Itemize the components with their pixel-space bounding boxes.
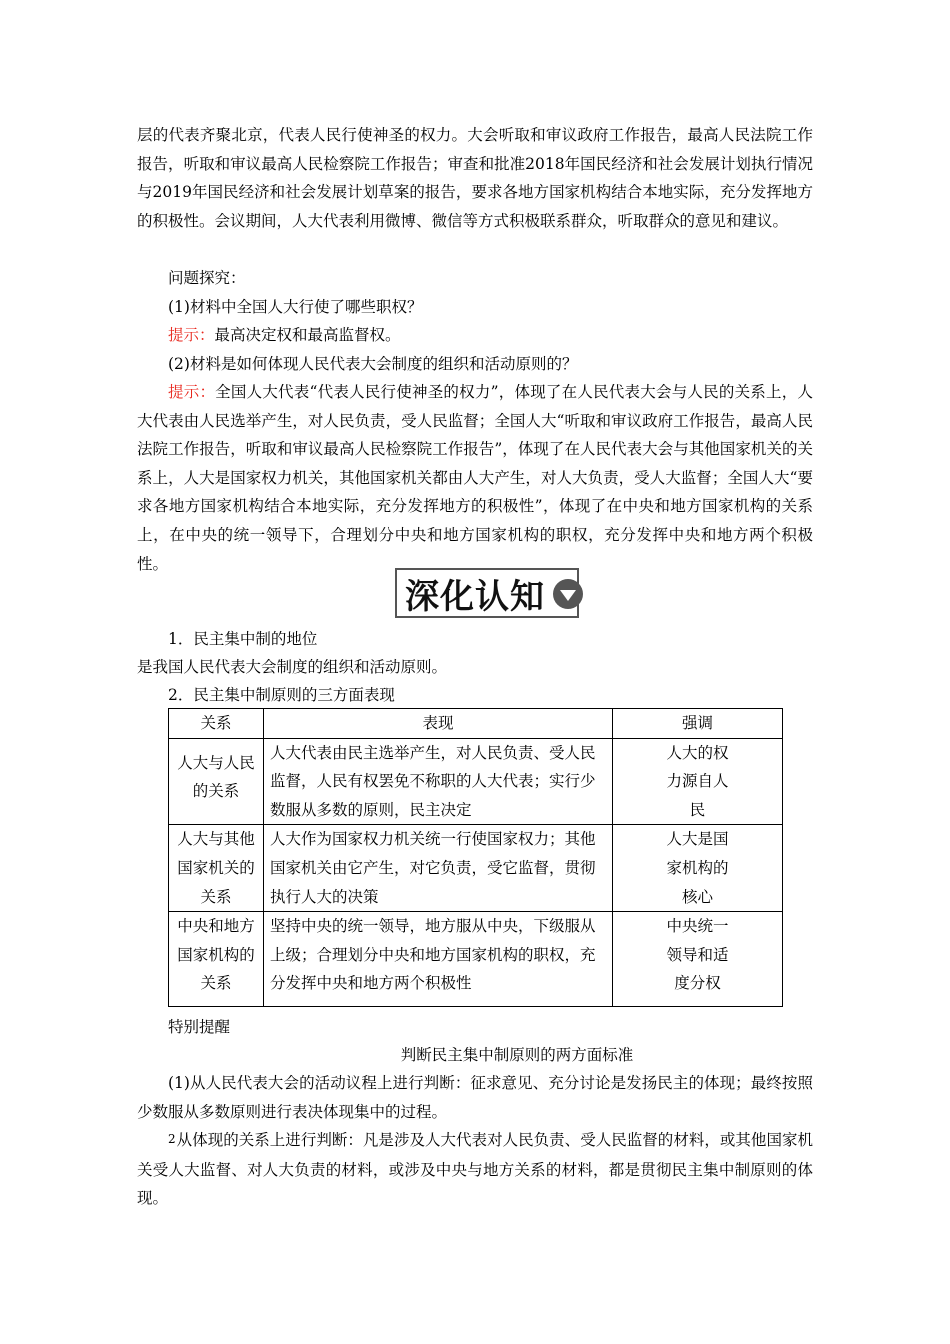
- special-paragraph-2: [137, 1126, 813, 1213]
- triangle-down-icon: [553, 579, 583, 609]
- list-marker: 2: [168, 1132, 176, 1146]
- emphasis-cell: 人大的权力源自人民: [613, 738, 783, 825]
- answer-1: [137, 321, 813, 350]
- section-banner: [395, 568, 579, 618]
- section1-heading: 1．民主集中制的地位: [168, 630, 318, 648]
- relation-cell: 人大与人民的关系: [169, 738, 264, 825]
- table-header: 表现: [264, 709, 613, 739]
- answer-2-text: 全国人大代表“代表人民行使神圣的权力”，体现了在人民代表大会与人民的关系上，人大代表由人民选举产生，对人民负责，受人民监督；全国人大“听取和审议政府工作报告，最高人民法院工作报告，听取和审议最高人民检察院工作报告”，体现了在人民代表大会与其他国家机关的关系上，人大是国家权力机关，其他国家机关都由人大产生，对人大负责，受人大监督；全国人大“要求各地方国家机构结合本地实际，充分发挥地方的积极性”，体现了在中央和地方国家机构的关系上，在中央的统一领导下，合理划分中央和地方国家机构的职权，充分发挥中央和地方两个积极性。: [137, 383, 813, 573]
- intro-paragraph: 层的代表齐聚北京，代表人民行使神圣的权力。大会听取和审议政府工作报告，最高人民法院工作报告，听取和审议最高人民检察院工作报告；审查和批准2018年国民经济和社会发展计划执行情况与2019年国民经济和社会发展计划草案的报告，要求各地方国家机构结合本地实际，充分发挥地方的积极性。会议期间，人大代表利用微博、微信等方式积极联系群众，听取群众的意见和建议。: [137, 126, 813, 230]
- banner-title: 深化认知: [405, 576, 545, 617]
- section2-heading: 2．民主集中制原则的三方面表现: [168, 686, 395, 704]
- table-row: [169, 825, 783, 912]
- table-row: [169, 738, 783, 825]
- principle-table: [168, 708, 783, 1007]
- table-header: 关系: [169, 709, 264, 739]
- table-header: 强调: [613, 709, 783, 739]
- answer-1-text: 最高决定权和最高监督权。: [214, 326, 401, 344]
- relation-cell: 中央和地方国家机构的关系: [169, 912, 264, 1007]
- content-cell: 人大作为国家权力机关统一行使国家权力；其他国家机关由它产生，对它负责，受它监督，贯彻执行人大的决策: [264, 825, 613, 912]
- hint-label: 提示：: [168, 383, 216, 401]
- section1-body: 是我国人民代表大会制度的组织和活动原则。: [137, 658, 448, 676]
- special-paragraph-1: (1)从人民代表大会的活动议程上进行判断：征求意见、充分讨论是发扬民主的体现；最终按照少数服从多数原则进行表决体现集中的过程。: [137, 1074, 813, 1121]
- special-paragraph-2-text: 从体现的关系上进行判断：凡是涉及人大代表对人民负责、受人民监督的材料，或其他国家机关受人大监督、对人大负责的材料，或涉及中央与地方关系的材料，都是贯彻民主集中制原则的体现。: [137, 1131, 813, 1208]
- answer-2: [137, 378, 813, 578]
- table-row: [169, 912, 783, 1007]
- hint-label: 提示：: [168, 326, 215, 344]
- content-cell: 人大代表由民主选举产生，对人民负责、受人民监督，人民有权罢免不称职的人大代表；实行少数服从多数的原则，民主决定: [264, 738, 613, 825]
- emphasis-cell: 人大是国家机构的核心: [613, 825, 783, 912]
- relation-cell: 人大与其他国家机关的关系: [169, 825, 264, 912]
- question-1: (1)材料中全国人大行使了哪些职权？: [168, 298, 423, 316]
- table-header-row: [169, 709, 783, 739]
- question-heading: 问题探究：: [168, 269, 246, 287]
- special-label: 特别提醒: [168, 1018, 231, 1036]
- question-2: (2)材料是如何体现人民代表大会制度的组织和活动原则的？: [168, 355, 578, 373]
- content-cell: 坚持中央的统一领导，地方服从中央，下级服从上级；合理划分中央和地方国家机构的职权，充分发挥中央和地方两个积极性: [264, 912, 613, 1007]
- special-title: 判断民主集中制原则的两方面标准: [400, 1046, 634, 1064]
- emphasis-cell: 中央统一领导和适度分权: [613, 912, 783, 1007]
